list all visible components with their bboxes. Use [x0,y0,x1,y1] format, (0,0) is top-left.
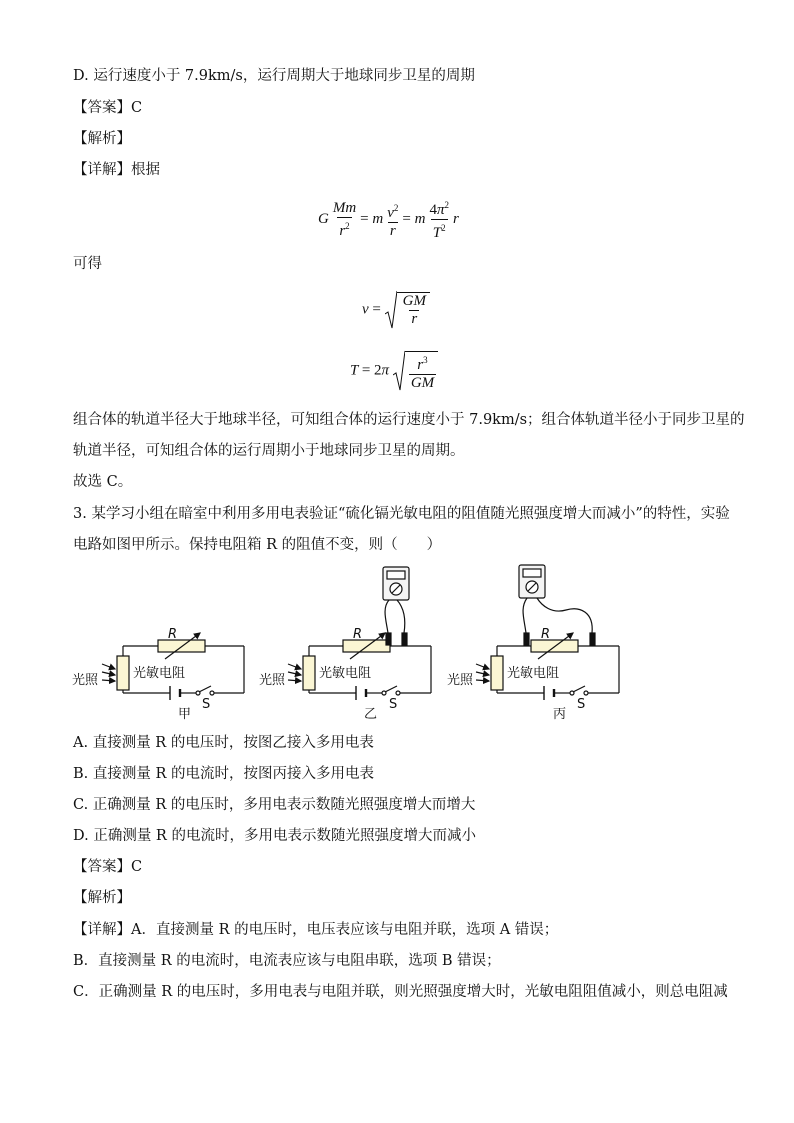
switch-label-yi: S [389,697,398,712]
q3-option-a: A. 直接测量 R 的电压时，按图乙接入多用电表 [73,735,374,751]
q3-option-b: B. 直接测量 R 的电流时，按图丙接入多用电表 [73,766,375,782]
caption-yi: 乙 [364,707,378,722]
velocity-equation: v = $\frac{GM}{r}$ [362,290,430,330]
q3-detail-c: C．正确测量 R 的电压时，多用电表与电阻并联，则光照强度增大时，光敏电阻阻值减小，则总电阻减 [73,984,728,1000]
q3-detail-b: B．直接测量 R 的电流时，电流表应该与电阻串联，选项 B 错误； [73,953,501,969]
switch-label-bing: S [577,697,586,712]
circuit-figure [60,562,640,728]
q3-option-d: D. 正确测量 R 的电流时，多用电表示数随光照强度增大而减小 [73,828,476,844]
q3-stem-line-2: 电路如图甲所示。保持电阻箱 R 的阻值不变，则（ ） [73,537,442,553]
detail-intro-q2: 【详解】根据 [73,162,160,178]
explain-line-1: 组合体的轨道半径大于地球半径，可知组合体的运行速度小于 7.9km/s；组合体轨道半径小于同步卫星的 [73,412,745,428]
conclusion-q2: 故选 C。 [73,474,133,490]
q3-detail-a: 【详解】A．直接测量 R 的电压时，电压表应该与电阻并联，选项 A 错误； [73,922,559,938]
photoresistor-label-bing: 光敏电阻 [507,666,560,681]
photoresistor-label-yi: 光敏电阻 [319,666,372,681]
light-label-yi: 光照 [259,673,286,688]
caption-bing: 丙 [553,707,567,722]
q3-stem-line-1: 3. 某学习小组在暗室中利用多用电表验证“硫化镉光敏电阻的阻值随光照强度增大而减小”的特性，实验 [73,506,730,522]
analysis-label-q2: 【解析】 [73,131,131,147]
explain-line-2: 轨道半径，可知组合体的运行周期小于地球同步卫星的周期。 [73,443,465,459]
kede-text: 可得 [73,256,102,272]
answer-label-q2: 【答案】C [73,100,143,116]
option-d-q2: D. 运行速度小于 7.9km/s，运行周期大于地球同步卫星的周期 [73,68,475,84]
analysis-label-q3: 【解析】 [73,890,131,906]
answer-label-q3: 【答案】C [73,859,143,875]
light-label-bing: 光照 [447,673,474,688]
resistor-label-bing: R [541,627,551,642]
gravity-equation: G $\frac{Mm}{r^2}$ = m $\frac{v^2}{r}$ = m $\frac{4\pi^2}{T^2}$ r [318,199,459,241]
period-equation: T = 2π $\frac{r^3}{GM}$ [350,350,438,392]
switch-label-jia: S [202,697,211,712]
resistor-label-jia: R [168,627,178,642]
photoresistor-label-jia: 光敏电阻 [133,666,186,681]
q3-option-c: C. 正确测量 R 的电压时，多用电表示数随光照强度增大而增大 [73,797,476,813]
resistor-label-yi: R [353,627,363,642]
light-label-jia: 光照 [72,673,99,688]
caption-jia: 甲 [178,707,192,722]
